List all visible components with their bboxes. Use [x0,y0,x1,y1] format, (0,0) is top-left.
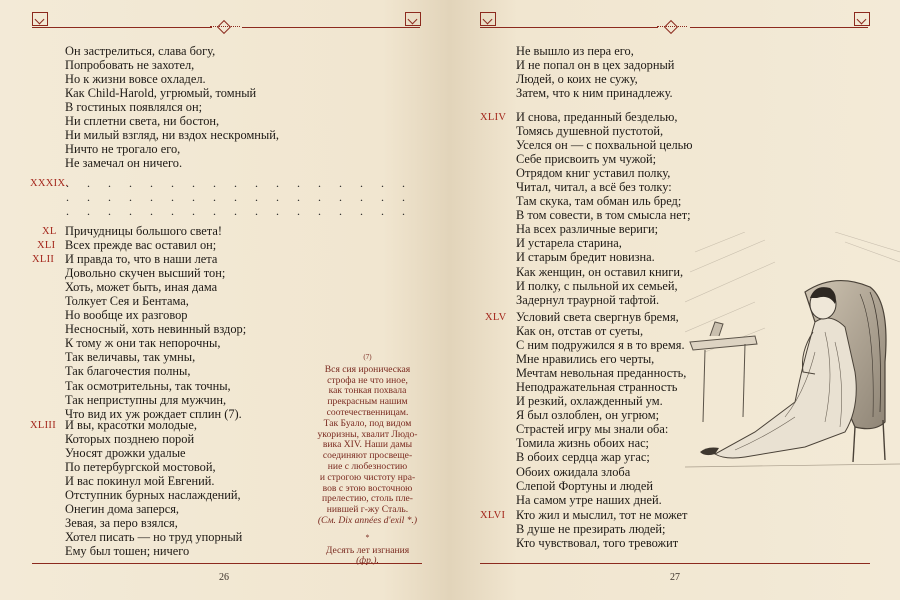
verse-line: Отступник бурных наслаждений, [65,488,241,503]
verse-block-2 [516,110,693,307]
note-line: соединяют просвеще- [322,450,413,462]
note-mark: (7) [363,353,372,361]
verse-line: Ни сплетни света, ни бостон, [65,114,220,129]
verse-line: Так осмотрительны, так точны, [65,378,231,393]
verse-line: Читал, читал, а всё без толку: [516,180,672,195]
verse-line: В гостиных появлялся он; [65,100,203,115]
verse-line: И правда то, что в наши лета [65,252,218,267]
ornament-icon [210,22,240,32]
verse-line: Но вообще их разговор [65,308,188,323]
verse-line: Обоих ожидала злоба [516,464,631,479]
verse-line: С ним подружился я в то время. [516,338,685,353]
note-line: прелестию, столь пле- [322,493,413,505]
ornament-icon [657,22,687,32]
note-line: вов с этою восточною [322,482,413,494]
verse-line: Толкует Сея и Бентама, [65,294,189,309]
verse-line: Кто жил и мыслил, тот не может [516,508,688,522]
note-line: ние с любезностию [327,460,408,472]
verse-line: В душе не презирать людей; [516,522,666,537]
verse-line: Причудницы большого света! [65,224,222,238]
verse-line: Мне нравились его черты, [516,352,655,367]
verse-line: Как Child-Harold, угрюмый, томный [65,86,257,101]
note-reference: (См. Dix années d'exil *.) [317,514,418,526]
verse-line: Так благочестия полны, [65,364,191,379]
stanza-number: XLVI [480,510,506,521]
stanza-number: XL [42,226,57,237]
verse-line: Томясь душевной пустотой, [516,124,664,139]
header-rule [242,27,420,28]
verse-block-3 [65,418,242,558]
verse-line: Но к жизни вовсе охладел. [65,72,206,87]
verse-line: Попробовать не захотел, [65,58,195,73]
note-text [300,365,435,516]
verse-line: В обоих сердца жар угас; [516,450,650,465]
verse-line: И устарела старина, [516,236,622,251]
verse-line: Затем, что к ним принадлежу. [516,86,673,101]
verse-line: К тому ж они так непорочны, [65,336,221,351]
page-number: 27 [670,572,680,583]
omitted-lines: . . . . . . . . . . . . . . . . . . . . . . . . . . . . . . . . . . . . . . . . . . . . . . . . . . . [66,176,413,219]
note-line: как тонкая похвала [328,385,407,397]
verse-line: И снова, преданный безделью, [516,110,678,124]
verse-line: И резкий, охлажденный ум. [516,394,663,409]
verse-line: Людей, о коих не сужу, [516,72,638,87]
verse-line: Хоть, может быть, иная дама [65,280,218,295]
verse-line: Себе присвоить ум чужой; [516,152,657,167]
verse-line: Ни милый взгляд, ни вздох нескромный, [65,128,279,143]
verse-line: И старым бредит новизна. [516,250,655,265]
verse-block-3 [516,310,686,507]
stanza-number: XLIV [480,112,507,123]
verse-line: Неподражательная странность [516,380,678,395]
verse-line: Слепой Фортуны и людей [516,478,653,493]
verse-block-4 [516,508,687,550]
verse-line: По петербургской мостовой, [65,460,216,475]
verse-line: Условий света свергнув бремя, [516,310,679,324]
verse-block-1 [65,44,279,170]
verse-line: Ничто не трогало его, [65,142,181,157]
note-line: вика XIV. Наши дамы [322,439,413,451]
note-line: прекрасным нашим [327,396,408,408]
corner-emblem-icon [854,12,870,26]
verse-line: Хотел писать — но труд упорный [65,530,243,545]
verse-line: Уносят дрожки удалые [65,446,186,461]
verse-line: И полку, с пыльной их семьей, [516,278,678,293]
note-line: нившей г-жу Сталь. [326,504,409,516]
verse-line: Кто чувствовал, того тревожит [516,536,679,551]
verse-line: Так неприступны для мужчин, [65,392,227,407]
footer-rule [32,563,422,564]
header-rule [32,27,212,28]
verse-line: Которых позднею порой [65,432,195,447]
verse-line: И вас покинул мой Евгений. [65,474,215,489]
verse-line: Так величавы, так умны, [65,350,196,365]
note-line: укоризны, хвалит Людо- [317,428,418,440]
footnote-text: Десять лет изгнания [325,544,410,556]
verse-line: Не вышло из пера его, [516,44,634,58]
verse-line: Уселся он — с похвальной целью [516,138,693,153]
verse-line: Мечтам невольная преданность, [516,366,687,381]
note-line: Вся сия ироническая [324,363,411,375]
stanza-number: XXXIX. [30,178,69,189]
onegin-sketch-illustration [685,232,900,482]
header-rule [480,27,658,28]
verse-line: Отрядом книг уставил полку, [516,166,671,181]
footnote-star: * [365,532,370,542]
verse-line: Несносный, хоть невинный вздор; [65,322,247,337]
verse-line: Он застрелиться, слава богу, [65,44,216,58]
note-line: строфа не что иное, [327,374,408,386]
stanza-number: XLI [37,240,56,251]
stanza-number: XLV [485,312,507,323]
verse-line: Там скука, там обман иль бред; [516,194,682,209]
verse-line: Как он, отстав от суеты, [516,324,644,339]
verse-line: Онегин дома заперся, [65,502,179,517]
verse-line: Томила жизнь обоих нас; [516,436,650,451]
verse-line: Зевая, за перо взялся, [65,516,178,531]
verse-line: Всех прежде вас оставил он; [65,238,217,253]
verse-line: Задернул траурной тафтой. [516,292,660,307]
verse-line: На всех различные вериги; [516,222,659,237]
verse-block-2 [65,224,246,421]
verse-line: Я был озлоблен, он угрюм; [516,408,660,423]
note-line: и строгою чистоту нра- [319,471,416,483]
verse-line: И вы, красотки молодые, [65,418,197,432]
corner-emblem-icon [32,12,48,26]
stanza-number: XLII [32,254,55,265]
header-rule [690,27,868,28]
footer-rule [480,563,870,564]
verse-line: На самом утре наших дней. [516,492,662,507]
verse-line: Не замечал он ничего. [65,156,183,171]
margin-note [300,352,435,567]
verse-line: Ему был тошен; ничего [65,544,190,559]
verse-block-1 [516,44,674,100]
verse-line: Что вид их уж рождает сплин (7). [65,406,242,421]
verse-line: Довольно скучен высший тон; [65,266,226,281]
stanza-number: XLIII [30,420,56,431]
corner-emblem-icon [405,12,421,26]
verse-line: В том совести, в том смысла нет; [516,208,691,223]
footnote-lang: (фр.). [356,555,379,567]
verse-line: Страстей игру мы знали оба: [516,422,669,437]
verse-line: И не попал он в цех задорный [516,58,675,73]
page-number: 26 [219,572,229,583]
note-line: соотечественницам. [326,406,409,418]
corner-emblem-icon [480,12,496,26]
note-line: Так Буало, под видом [323,417,412,429]
verse-line: Как женщин, он оставил книги, [516,264,684,279]
